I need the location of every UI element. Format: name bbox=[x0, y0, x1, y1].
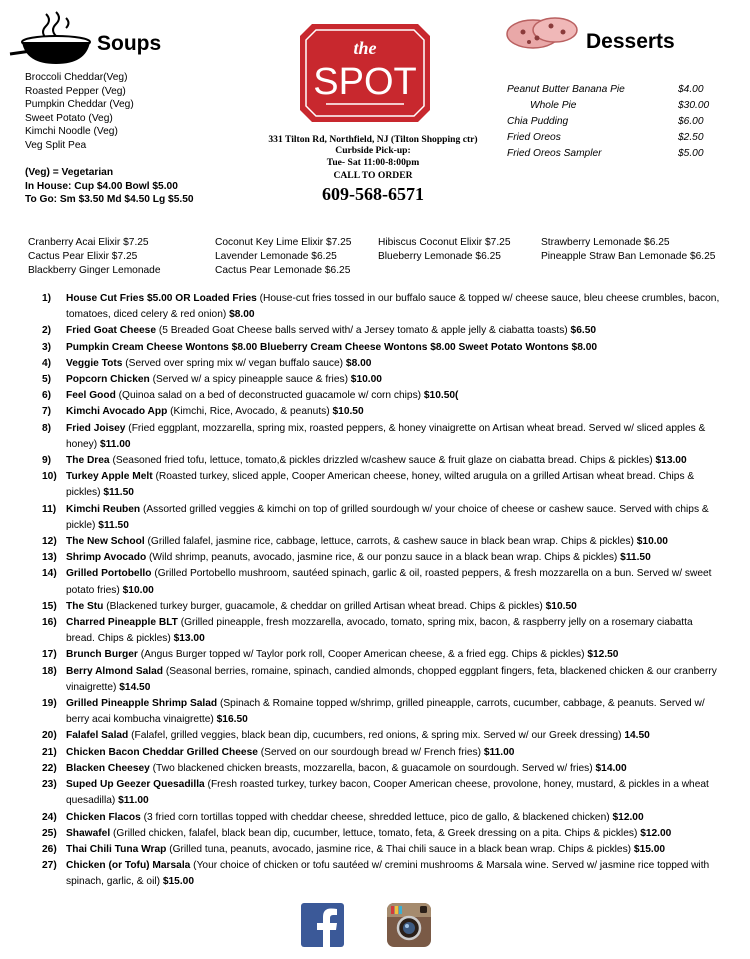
menu-item-price: $10.00 bbox=[122, 584, 154, 596]
menu-item bbox=[42, 550, 722, 566]
menu-item-price: $10.50 bbox=[332, 406, 364, 418]
menu-item-price: $11.50 bbox=[98, 519, 129, 531]
soup-item: Veg Split Pea bbox=[25, 139, 87, 151]
instagram-icon[interactable] bbox=[387, 903, 431, 947]
menu-item-price: $14.50 bbox=[119, 681, 151, 693]
dessert-price: $2.50 bbox=[678, 132, 704, 143]
drink-item: Cactus Pear Elixir $7.25 bbox=[28, 251, 138, 262]
dessert-item bbox=[507, 114, 712, 130]
menu-item bbox=[42, 842, 722, 858]
dessert-price: $4.00 bbox=[678, 84, 704, 95]
soup-list bbox=[25, 71, 134, 153]
menu-item-price: $11.50 bbox=[103, 487, 134, 499]
menu-item bbox=[42, 469, 722, 501]
menu-item-name: Suped Up Geezer Quesadilla bbox=[66, 779, 205, 791]
menu-item-name: Blacken Cheesey bbox=[66, 762, 150, 774]
menu-item-number: 19) bbox=[42, 698, 57, 710]
menu-item-description: (Seasonal berries, romaine, spinach, candied almonds, chopped eggplant fingers, feta, blackened chicken & our cranberry vinaigrette) bbox=[66, 665, 717, 693]
menu-item-price: $10.50 bbox=[545, 600, 577, 612]
menu-item-number: 27) bbox=[42, 860, 57, 872]
menu-item-description: (Grilled Portobello mushroom, sautéed spinach, garlic & oil, roasted peppers, & fresh mozzarella on a bun. Served w/ sweet potato fries) bbox=[66, 568, 712, 596]
menu-item-price: $10.00 bbox=[636, 536, 668, 548]
drink-item: Cranberry Acai Elixir $7.25 bbox=[28, 237, 149, 248]
soup-pricing bbox=[25, 166, 194, 207]
veg-legend: (Veg) = Vegetarian bbox=[25, 167, 114, 178]
menu-item-name: The Drea bbox=[66, 455, 110, 467]
menu-item-price: $11.00 bbox=[99, 438, 131, 450]
menu-item-description: (Served w/ a spicy pineapple sauce & fries) bbox=[149, 374, 351, 386]
menu-item-name: Grilled Portobello bbox=[66, 568, 152, 580]
menu-item bbox=[42, 615, 722, 647]
menu-item-number: 12) bbox=[42, 536, 57, 548]
menu-item bbox=[42, 696, 722, 728]
call-to-order: CALL TO ORDER bbox=[333, 169, 413, 181]
menu-item-number: 10) bbox=[42, 471, 57, 483]
menu-item-name: Thai Chili Tuna Wrap bbox=[66, 843, 167, 855]
menu-item bbox=[42, 664, 722, 696]
desserts-title: Desserts bbox=[586, 30, 675, 53]
menu-item-name: Falafel Salad bbox=[66, 730, 129, 742]
in-house-price: In House: Cup $4.00 Bowl $5.00 bbox=[25, 180, 178, 192]
menu-item-description: (Roasted turkey, sliced apple, Cooper American cheese, honey, wilted arugula on a grilled Artisan wheat bread. Chips & pickles) bbox=[66, 471, 695, 499]
menu-item-number: 17) bbox=[42, 649, 57, 661]
dessert-list bbox=[507, 82, 712, 162]
menu-item-name: Turkey Apple Melt bbox=[66, 471, 153, 483]
menu-item-price: $8.00 bbox=[345, 357, 372, 369]
menu-item-name: Fried Goat Cheese bbox=[66, 325, 157, 337]
menu-item-description: (Served over spring mix w/ vegan buffalo sauce) bbox=[122, 357, 346, 369]
menu-item-number: 1) bbox=[42, 293, 52, 304]
menu-item bbox=[42, 777, 722, 809]
menu-item-number: 21) bbox=[42, 746, 57, 758]
dessert-name: Peanut Butter Banana Pie bbox=[507, 84, 625, 95]
dessert-price: $6.00 bbox=[678, 116, 704, 127]
to-go-price: To Go: Sm $3.50 Md $4.50 Lg $5.50 bbox=[25, 194, 194, 206]
drinks-column-3 bbox=[378, 236, 511, 264]
drink-item: Strawberry Lemonade $6.25 bbox=[541, 237, 670, 248]
menu-item-price: $11.00 bbox=[483, 746, 515, 758]
menu-item bbox=[42, 453, 722, 469]
menu-item-description: (5 Breaded Goat Cheese balls served with/ a Jersey tomato & apple jelly & ciabatta toasts) bbox=[156, 325, 571, 337]
menu-item bbox=[42, 323, 722, 339]
menu-item-number: 20) bbox=[42, 730, 57, 742]
menu-item-name: Grilled Pineapple Shrimp Salad bbox=[66, 698, 218, 710]
menu-item-price: $10.00 bbox=[350, 374, 382, 386]
drink-item: Blackberry Ginger Lemonade bbox=[28, 265, 161, 276]
menu-item-name: Popcorn Chicken bbox=[66, 374, 150, 386]
menu-item-description: (Blackened turkey burger, guacamole, & cheddar on grilled Artisan wheat bread. Chips & pickles) bbox=[103, 600, 546, 612]
menu-item-name: The New School bbox=[66, 536, 145, 548]
hours: Tue- Sat 11:00-8:00pm bbox=[326, 157, 420, 169]
menu-item-description: (Falafel, grilled veggies, black bean dip, cucumbers, red onions, & spring mix. Served w/ our Greek dressing) bbox=[128, 730, 625, 742]
menu-item-price: $15.00 bbox=[162, 876, 194, 888]
menu-item bbox=[42, 356, 722, 372]
phone-number[interactable]: 609-568-6571 bbox=[322, 184, 424, 205]
menu-item-number: 13) bbox=[42, 552, 57, 564]
dessert-price: $5.00 bbox=[678, 148, 704, 159]
drink-item: Coconut Key Lime Elixir $7.25 bbox=[215, 237, 352, 248]
menu-item-name: Shawafel bbox=[66, 827, 111, 839]
menu-item-description: (Grilled tuna, peanuts, avocado, jasmine rice, & Thai chili sauce in a black bean wrap. Chips & pickles) bbox=[166, 843, 634, 855]
menu-item-number: 15) bbox=[42, 600, 57, 612]
menu-item-description: (Quinoa salad on a bed of deconstructed guacamole w/ corn chips) bbox=[115, 390, 424, 402]
dessert-item bbox=[507, 146, 712, 162]
menu-item-name: Kimchi Reuben bbox=[66, 503, 141, 515]
menu-item bbox=[42, 421, 722, 453]
menu-item-description: (Fried eggplant, mozzarella, spring mix, roasted peppers, & honey vinaigrette on Artisan wheat bread. Served w/ sliced apples & honey) bbox=[66, 422, 706, 450]
menu-item-number: 11) bbox=[42, 503, 57, 515]
dessert-item bbox=[507, 130, 712, 146]
drink-item: Blueberry Lemonade $6.25 bbox=[378, 251, 501, 262]
restaurant-info bbox=[250, 134, 496, 205]
menu-item-description: (Wild shrimp, peanuts, avocado, jasmine rice, & our ponzu sauce in a black bean wrap. Chips & pickles) bbox=[146, 552, 621, 564]
menu-item bbox=[42, 826, 722, 842]
menu-item-name: Kimchi Avocado App bbox=[66, 406, 168, 418]
facebook-icon[interactable] bbox=[301, 903, 344, 947]
menu-item-price: $11.50 bbox=[620, 552, 651, 564]
drink-item: Lavender Lemonade $6.25 bbox=[215, 251, 337, 262]
menu-item-price: $15.00 bbox=[633, 843, 666, 855]
menu-item-name: Brunch Burger bbox=[66, 649, 138, 661]
dessert-item bbox=[507, 82, 712, 98]
drinks-column-1 bbox=[28, 236, 161, 278]
dessert-name: Fried Oreos bbox=[507, 132, 561, 143]
menu-item-description: (House-cut fries tossed in our buffalo sauce & topped w/ cheese sauce, bleu cheese crumbles, bacon, tomatoes, diced celery & red onion) bbox=[66, 293, 720, 321]
menu-item-description: (Seasoned fried tofu, lettuce, tomato,& pickles drizzled w/cashew sauce & fruit glaze on ciabatta bread. Chips & pickles) bbox=[109, 455, 656, 467]
menu-item-price: $13.00 bbox=[655, 455, 687, 467]
drink-item: Hibiscus Coconut Elixir $7.25 bbox=[378, 237, 511, 248]
menu-item-price: $6.50 bbox=[570, 325, 597, 337]
menu-item-name: Chicken (or Tofu) Marsala bbox=[66, 860, 191, 872]
menu-item-description: (Grilled falafel, jasmine rice, cabbage, lettuce, carrots, & cashew sauce in black bean wrap. Chips & pickles) bbox=[144, 536, 637, 548]
menu-item-description: (Grilled pineapple, fresh mozzarella, avocado, tomato, spring mix, bacon, & raspberry jelly on a rosemary ciabatta bread. Chips & pickles) bbox=[66, 617, 693, 645]
menu-item bbox=[42, 404, 722, 420]
menu-item-number: 14) bbox=[42, 568, 57, 580]
soup-bowl-icon bbox=[8, 10, 94, 66]
menu-item-description: (3 fried corn tortillas topped with cheddar cheese, shredded lettuce, pico de gallo, & blackened chicken) bbox=[140, 811, 613, 823]
menu-item bbox=[42, 858, 722, 890]
menu-item-name: Berry Almond Salad bbox=[66, 665, 163, 677]
drink-item: Cactus Pear Lemonade $6.25 bbox=[215, 265, 351, 276]
menu-item-description: (Grilled chicken, falafel, black bean dip, cucumber, lettuce, tomato, feta, & Greek dressing on a pita. Chips & pickles) bbox=[110, 827, 641, 839]
menu-item-number: 24) bbox=[42, 811, 57, 823]
menu-item-number: 26) bbox=[42, 843, 57, 855]
menu-item-description: (Two blackened chicken breasts, mozzarella, bacon, & guacamole on sourdough. Served w/ fries) bbox=[149, 762, 596, 774]
menu-item bbox=[42, 502, 722, 534]
menu-item-number: 3) bbox=[42, 341, 52, 353]
menu-item-price: $12.00 bbox=[640, 827, 672, 839]
menu-item-name: Charred Pineapple BLT bbox=[66, 617, 178, 629]
soup-item: Broccoli Cheddar(Veg) bbox=[25, 72, 128, 83]
menu-item-name: Pumpkin Cream Cheese Wontons $8.00 Blueberry Cream Cheese Wontons $8.00 Sweet Potato Wontons $8.00 bbox=[66, 341, 598, 353]
menu-item-description: (Assorted grilled veggies & kimchi on top of grilled sourdough w/ your choice of cheese or cashew sauce. Served with chips & pickle) bbox=[66, 503, 709, 531]
menu-item-name: Feel Good bbox=[66, 390, 116, 402]
menu-item-number: 25) bbox=[42, 827, 57, 839]
menu-item-price: $12.50 bbox=[587, 649, 619, 661]
curbside-pickup: Curbside Pick-up: bbox=[335, 145, 411, 156]
menu-item-number: 6) bbox=[42, 390, 52, 402]
menu-item-number: 2) bbox=[42, 325, 52, 337]
menu-item-number: 23) bbox=[42, 779, 57, 791]
dessert-item bbox=[507, 98, 712, 114]
menu-item bbox=[42, 534, 722, 550]
menu-item bbox=[42, 745, 722, 761]
menu-item-number: 9) bbox=[42, 455, 52, 467]
menu-item-number: 18) bbox=[42, 665, 57, 677]
menu-item-number: 8) bbox=[42, 422, 52, 434]
menu-item bbox=[42, 761, 722, 777]
dessert-price: $30.00 bbox=[678, 100, 710, 111]
menu-item-number: 5) bbox=[42, 374, 52, 386]
menu-item-description: (Spinach & Romaine topped w/shrimp, grilled pineapple, carrots, cucumber, cabbage, & peanuts. Served w/ berry acai kombucha vinaigrette) bbox=[66, 698, 705, 726]
menu-item bbox=[42, 372, 722, 388]
menu-item-price: 14.50 bbox=[624, 730, 650, 742]
drink-item: Pineapple Straw Ban Lemonade $6.25 bbox=[541, 251, 716, 262]
menu-item bbox=[42, 566, 722, 598]
menu-item-number: 22) bbox=[42, 762, 57, 774]
menu-item-number: 4) bbox=[42, 357, 52, 369]
menu-item-name: Veggie Tots bbox=[66, 357, 123, 369]
menu-item-price: $14.00 bbox=[595, 762, 627, 774]
menu-item-name: Fried Joisey bbox=[66, 422, 126, 434]
menu-item-price: $13.00 bbox=[173, 633, 205, 645]
menu-item bbox=[42, 599, 722, 615]
menu-list bbox=[42, 291, 722, 891]
menu-item-description: (Angus Burger topped w/ Taylor pork roll, Cooper American cheese, & a fried egg. Chips & pickles) bbox=[137, 649, 588, 661]
cookies-icon bbox=[503, 12, 581, 52]
menu-item-description: (Served on our sourdough bread w/ French fries) bbox=[257, 746, 484, 758]
address: 331 Tilton Rd, Northfield, NJ (Tilton Shopping ctr) bbox=[268, 134, 478, 145]
menu-item-name: The Stu bbox=[66, 600, 104, 612]
menu-item-name: House Cut Fries $5.00 OR Loaded Fries bbox=[66, 293, 257, 304]
logo-spot-text: SPOT bbox=[313, 61, 417, 103]
menu-item bbox=[42, 291, 722, 323]
soup-item: Roasted Pepper (Veg) bbox=[25, 85, 126, 97]
menu-item-name: Chicken Flacos bbox=[66, 811, 141, 823]
menu-item-number: 7) bbox=[42, 406, 52, 418]
menu-item bbox=[42, 810, 722, 826]
soup-item: Sweet Potato (Veg) bbox=[25, 112, 113, 124]
dessert-name: Fried Oreos Sampler bbox=[507, 148, 602, 159]
drinks-column-2 bbox=[215, 236, 351, 278]
menu-item-description: (Fresh roasted turkey, turkey bacon, Cooper American cheese, provolone, honey, mustard, & pickles in a wheat quesadilla) bbox=[66, 779, 709, 807]
menu-item-description: (Kimchi, Rice, Avocado, & peanuts) bbox=[167, 406, 333, 418]
menu-item-number: 16) bbox=[42, 617, 57, 629]
dessert-name: Chia Pudding bbox=[507, 116, 569, 127]
menu-item-price: $10.50( bbox=[423, 390, 459, 402]
menu-item-description: (Your choice of chicken or tofu sautéed w/ cremini mushrooms & Marsala wine. Served w/ jasmine rice topped with spinach, garlic, & oil) bbox=[66, 860, 710, 888]
logo-the-text: the bbox=[353, 38, 377, 58]
menu-item-price: $8.00 bbox=[229, 309, 255, 321]
menu-item bbox=[42, 728, 722, 744]
soup-item: Kimchi Noodle (Veg) bbox=[25, 126, 118, 138]
menu-item-name: Shrimp Avocado bbox=[66, 552, 147, 564]
menu-item-name: Chicken Bacon Cheddar Grilled Cheese bbox=[66, 746, 258, 758]
menu-item bbox=[42, 388, 722, 404]
soups-title: Soups bbox=[97, 32, 162, 55]
the-spot-logo bbox=[292, 16, 438, 130]
menu-item-price: $16.50 bbox=[216, 714, 248, 726]
menu-item-price: $11.00 bbox=[118, 795, 149, 807]
drinks-column-4 bbox=[541, 236, 715, 264]
dessert-name: Whole Pie bbox=[530, 100, 577, 111]
menu-item bbox=[42, 647, 722, 663]
menu-item bbox=[42, 340, 722, 356]
soup-item: Pumpkin Cheddar (Veg) bbox=[25, 99, 134, 111]
menu-item-price: $12.00 bbox=[612, 811, 644, 823]
